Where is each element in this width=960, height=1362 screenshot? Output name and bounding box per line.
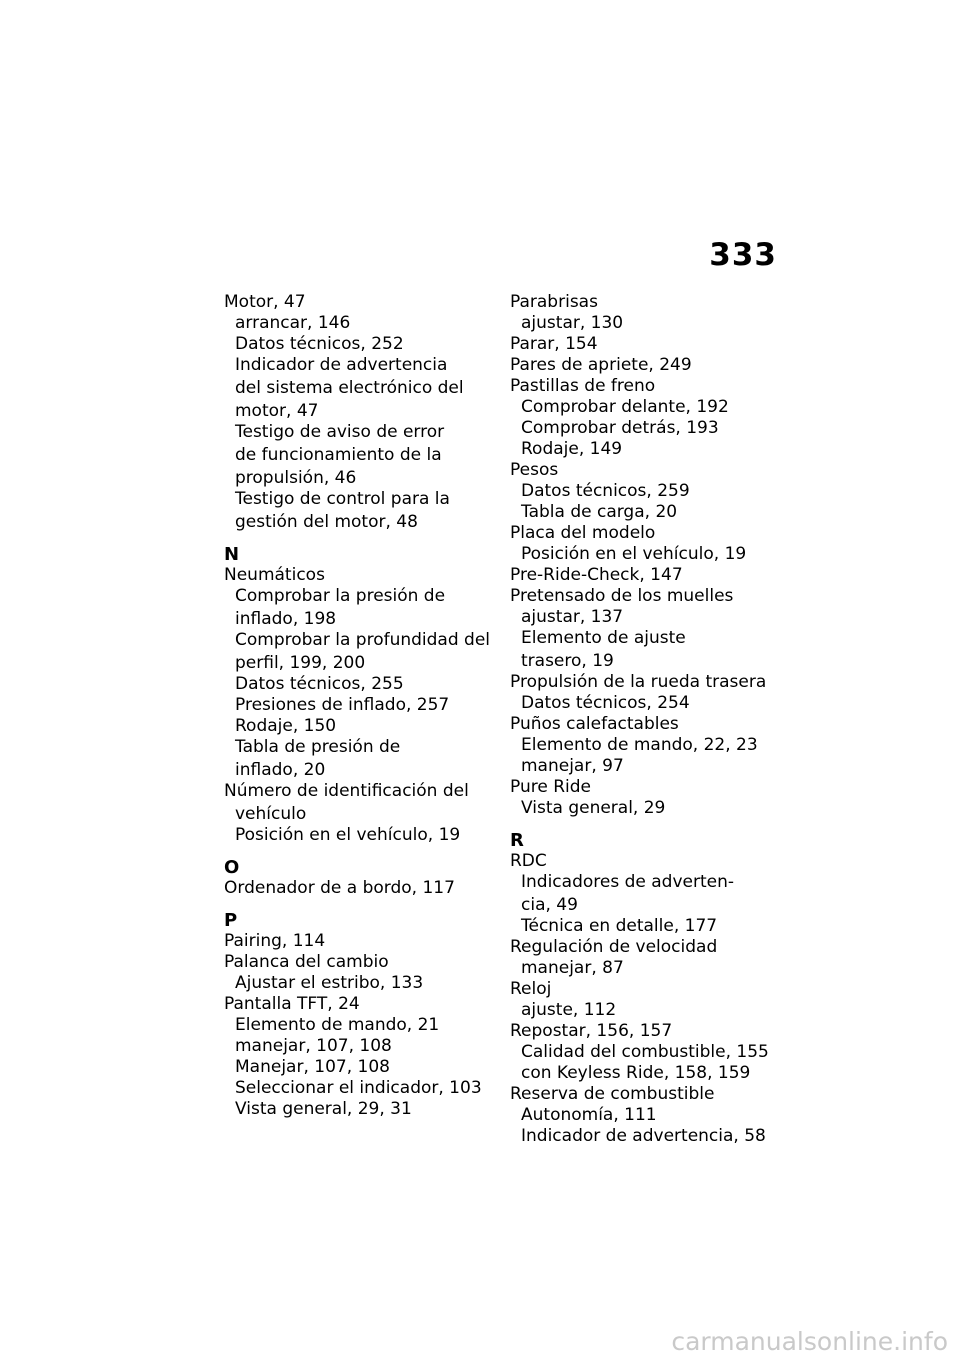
- index-section-letter: N: [224, 544, 240, 565]
- index-entry: Pastillas de freno: [510, 376, 656, 396]
- index-subentry-continuation: perfil, 199, 200: [235, 653, 366, 673]
- index-subentry: Comprobar la profundidad del: [235, 630, 491, 650]
- index-subentry: ajustar, 137: [521, 607, 624, 627]
- index-subentry-continuation: vehículo: [235, 804, 307, 824]
- index-entry: Reloj: [510, 979, 552, 999]
- index-subentry: con Keyless Ride, 158, 159: [521, 1063, 751, 1083]
- index-subentry: Elemento de mando, 21: [235, 1015, 440, 1035]
- index-subentry-continuation: cia, 49: [521, 895, 578, 915]
- index-subentry-continuation: motor, 47: [235, 401, 319, 421]
- index-subentry: Técnica en detalle, 177: [521, 916, 718, 936]
- index-entry: Parar, 154: [510, 334, 598, 354]
- index-subentry: Elemento de mando, 22, 23: [521, 735, 758, 755]
- index-subentry-continuation: propulsión, 46: [235, 468, 357, 488]
- index-subentry: Tabla de carga, 20: [521, 502, 678, 522]
- index-subentry: Comprobar la presión de: [235, 586, 446, 606]
- index-subentry: Indicador de advertencia, 58: [521, 1126, 766, 1146]
- index-subentry: Posición en el vehículo, 19: [521, 544, 747, 564]
- index-entry: Ordenador de a bordo, 117: [224, 878, 455, 898]
- index-entry: Propulsión de la rueda trasera: [510, 672, 767, 692]
- index-subentry: arrancar, 146: [235, 313, 351, 333]
- index-entry: Placa del modelo: [510, 523, 656, 543]
- index-column-left: [224, 292, 499, 1120]
- index-entry: Parabrisas: [510, 292, 598, 312]
- index-entry: RDC: [510, 851, 547, 871]
- index-subentry: Comprobar detrás, 193: [521, 418, 719, 438]
- index-subentry: Testigo de control para la: [235, 489, 450, 509]
- index-entry: Palanca del cambio: [224, 952, 389, 972]
- index-subentry: Posición en el vehículo, 19: [235, 825, 461, 845]
- index-subentry: Elemento de ajuste: [521, 628, 686, 648]
- index-subentry: Autonomía, 111: [521, 1105, 657, 1125]
- index-subentry: Ajustar el estribo, 133: [235, 973, 424, 993]
- index-subentry-continuation: del sistema electrónico del: [235, 378, 464, 398]
- index-subentry: manejar, 97: [521, 756, 624, 776]
- index-entry: Pares de apriete, 249: [510, 355, 692, 375]
- index-entry: Pretensado de los muelles: [510, 586, 734, 606]
- index-subentry: Vista general, 29, 31: [235, 1099, 412, 1119]
- index-subentry: Tabla de presión de: [235, 737, 401, 757]
- index-entry: Repostar, 156, 157: [510, 1021, 673, 1041]
- index-subentry: Datos técnicos, 255: [235, 674, 404, 694]
- index-subentry: Datos técnicos, 252: [235, 334, 404, 354]
- index-subentry: Manejar, 107, 108: [235, 1057, 390, 1077]
- index-subentry: Seleccionar el indicador, 103: [235, 1078, 482, 1098]
- index-subentry: Presiones de inflado, 257: [235, 695, 450, 715]
- index-section-letter: O: [224, 857, 240, 878]
- index-subentry-continuation: trasero, 19: [521, 651, 614, 671]
- index-entry: Neumáticos: [224, 565, 325, 585]
- index-subentry: ajustar, 130: [521, 313, 624, 333]
- index-entry: Reserva de combustible: [510, 1084, 715, 1104]
- index-entry: Pure Ride: [510, 777, 591, 797]
- index-subentry: ajuste, 112: [521, 1000, 617, 1020]
- index-subentry: manejar, 87: [521, 958, 624, 978]
- index-subentry: Datos técnicos, 254: [521, 693, 690, 713]
- page-number: 333: [709, 237, 777, 273]
- index-entry: Número de identificación del: [224, 781, 469, 801]
- index-entry: Puños calefactables: [510, 714, 679, 734]
- index-subentry: Indicadores de adverten-: [521, 872, 734, 892]
- index-subentry-continuation: inflado, 198: [235, 609, 337, 629]
- index-subentry-continuation: gestión del motor, 48: [235, 512, 418, 532]
- index-subentry: Vista general, 29: [521, 798, 666, 818]
- index-subentry-continuation: de funcionamiento de la: [235, 445, 442, 465]
- index-subentry-continuation: inflado, 20: [235, 760, 326, 780]
- index-subentry: Comprobar delante, 192: [521, 397, 729, 417]
- index-entry: Pantalla TFT, 24: [224, 994, 360, 1014]
- index-subentry: Calidad del combustible, 155: [521, 1042, 769, 1062]
- index-subentry: manejar, 107, 108: [235, 1036, 392, 1056]
- index-entry: Motor, 47: [224, 292, 306, 312]
- index-subentry: Indicador de advertencia: [235, 355, 448, 375]
- index-entry: Regulación de velocidad: [510, 937, 718, 957]
- index-section-letter: P: [224, 910, 238, 931]
- watermark: carmanualsonline.info: [671, 1327, 948, 1356]
- index-subentry: Testigo de aviso de error: [235, 422, 445, 442]
- index-section-letter: R: [510, 830, 524, 851]
- index-subentry: Datos técnicos, 259: [521, 481, 690, 501]
- index-column-right: [510, 292, 785, 1147]
- index-entry: Pesos: [510, 460, 559, 480]
- index-entry: Pairing, 114: [224, 931, 326, 951]
- index-subentry: Rodaje, 149: [521, 439, 623, 459]
- index-entry: Pre-Ride-Check, 147: [510, 565, 683, 585]
- index-subentry: Rodaje, 150: [235, 716, 337, 736]
